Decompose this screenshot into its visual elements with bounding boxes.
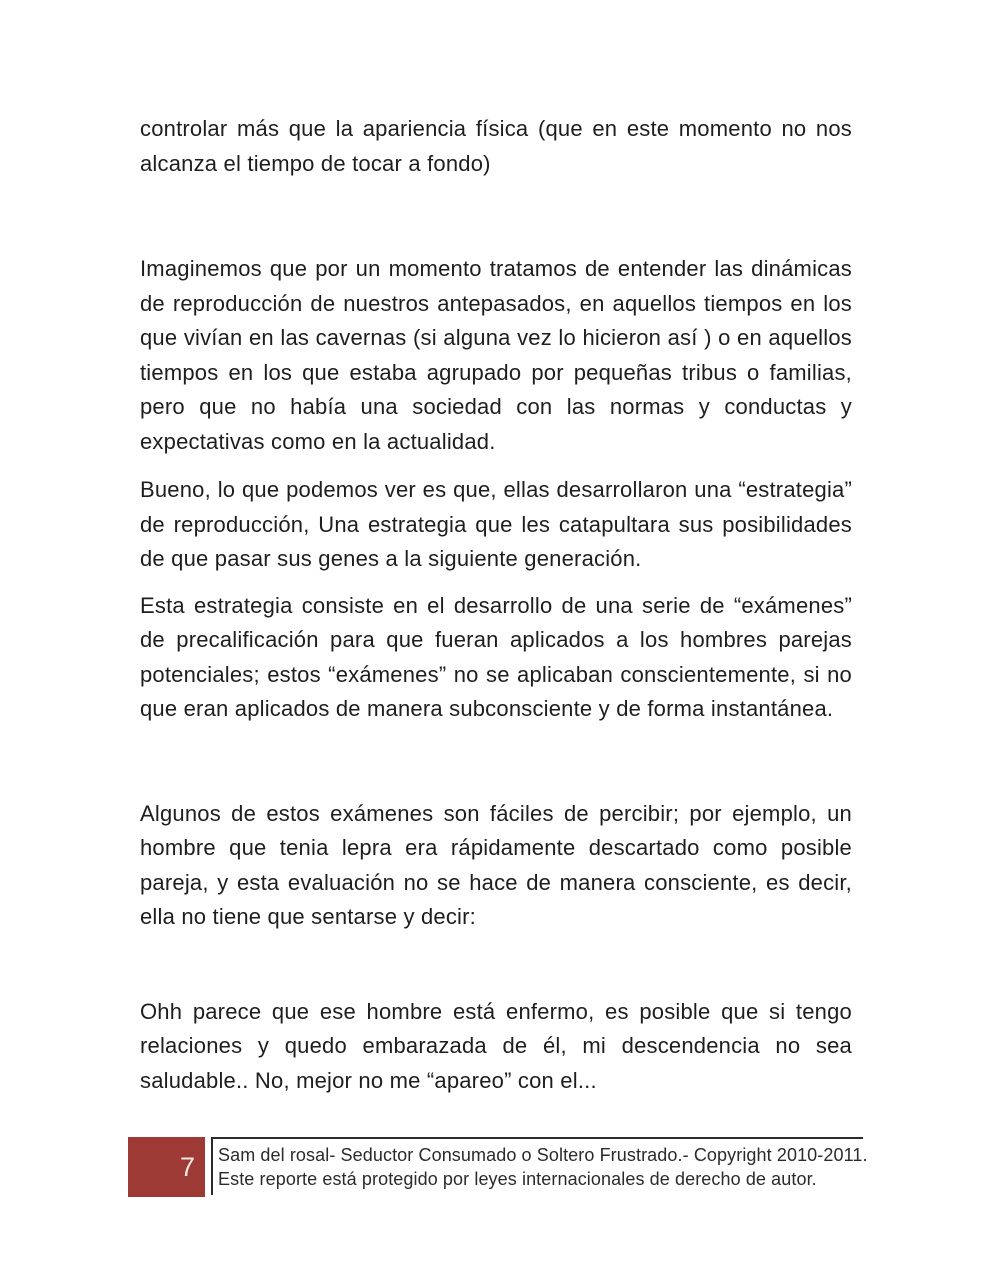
paragraph-4: Esta estrategia consiste en el desarrollo de una serie de “exámenes” de precalificación para que fueran aplicados a los hombres parejas potenciales; estos “exámenes” no se aplicaban conscientemente, si no que eran aplicados de manera subconsciente y de forma instantánea. bbox=[140, 592, 852, 721]
paragraph-6: Ohh parece que ese hombre está enfermo, es posible que si tengo relaciones y quedo embarazada de él, mi descendencia no sea saludable.. No, mejor no me “apareo” con el... bbox=[140, 998, 852, 1093]
body-text bbox=[140, 112, 852, 1098]
footer bbox=[128, 1137, 868, 1197]
paragraph-1: controlar más que la apariencia física (que en este momento no nos alcanza el tiempo de tocar a fondo) bbox=[140, 116, 852, 176]
paragraph-5: Algunos de estos exámenes son fáciles de percibir; por ejemplo, un hombre que tenia lepra era rápidamente descartado como posible pareja, y esta evaluación no se hace de manera consciente, es decir, ella no tiene que sentarse y decir: bbox=[140, 800, 852, 929]
footer-copyright-line-1: Sam del rosal- Seductor Consumado o Soltero Frustrado.- Copyright 2010-2011. bbox=[218, 1145, 868, 1165]
page-number: 7 bbox=[179, 1151, 195, 1182]
paragraph-3: Bueno, lo que podemos ver es que, ellas desarrollaron una “estrategia” de reproducción, Una estrategia que les catapultara sus posibilidades de que pasar sus genes a la siguiente generación. bbox=[140, 477, 852, 571]
footer-copyright-block bbox=[211, 1137, 868, 1195]
footer-copyright-line-2: Este reporte está protegido por leyes internacionales de derecho de autor. bbox=[218, 1169, 817, 1189]
page-number-box bbox=[128, 1137, 205, 1197]
paragraph-2: Imaginemos que por un momento tratamos de entender las dinámicas de reproducción de nuestros antepasados, en aquellos tiempos en los que vivían en las cavernas (si alguna vez lo hicieron así ) o en aquellos tiempos en los que estaba agrupado por pequeñas tribus o familias, pero que no había una sociedad con las normas y conductas y expectativas como en la actualidad. bbox=[140, 256, 852, 454]
